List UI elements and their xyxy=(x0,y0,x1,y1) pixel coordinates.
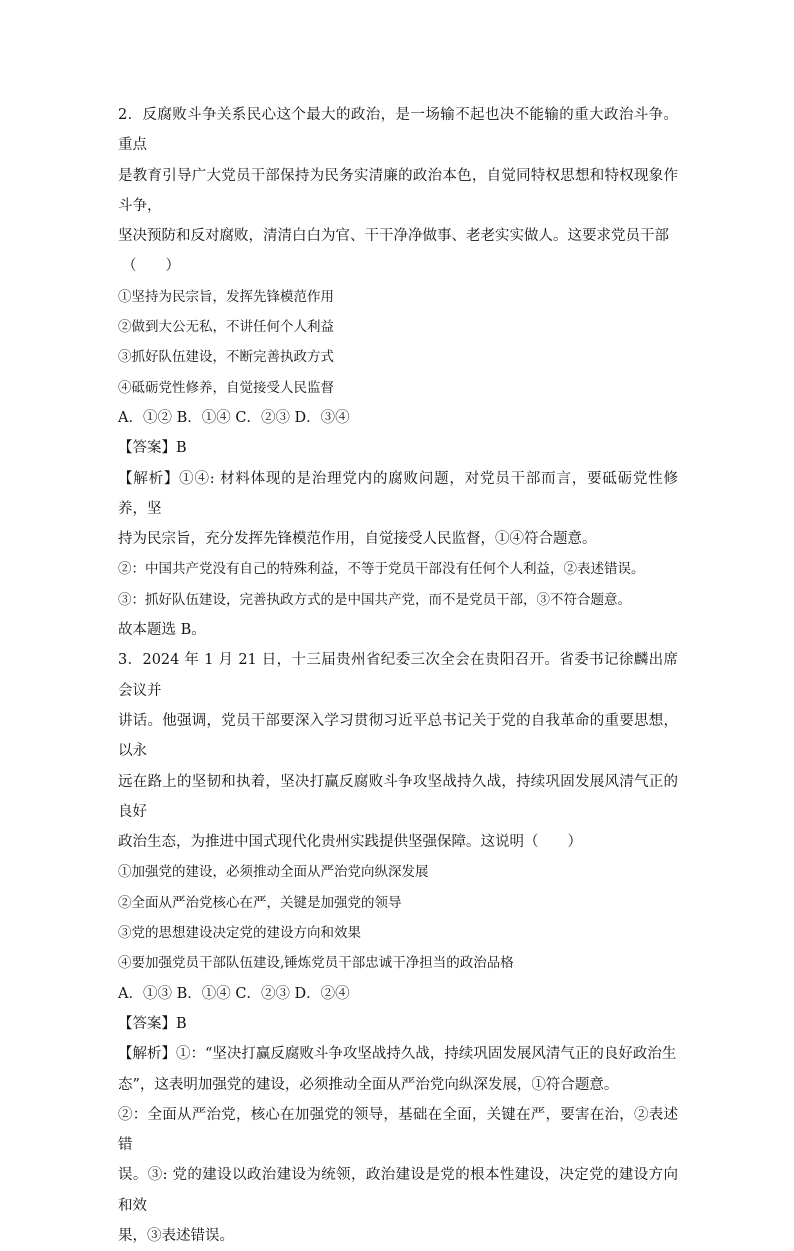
document-page xyxy=(118,100,678,1251)
q2-explanation-line-3: ②：中国共产党没有自己的特殊利益，不等于党员干部没有任何个人利益，②表述错误。 xyxy=(118,561,645,578)
q2-option-3: ③抓好队伍建设，不断完善执政方式 xyxy=(118,349,334,366)
q3-explanation-line-4: 误。③: 党的建设以政治建设为统领，政治建设是党的根本性建设，决定党的建设方向和效 xyxy=(118,1167,678,1214)
q3-explanation-line-1: 【解析】①：“坚决打赢反腐败斗争攻坚战持久战，持续巩固发展风清气正的良好政治生 xyxy=(118,1046,677,1063)
q2-answer: 【答案】B xyxy=(118,440,187,457)
q3-explanation-line-5: 果，③表述错误。 xyxy=(118,1227,234,1244)
q3-stem-line-2: 讲话。他强调，党员干部要深入学习贯彻习近平总书记关于党的自我革命的重要思想，以永 xyxy=(118,712,678,760)
q2-option-2: ②做到大公无私，不讲任何个人利益 xyxy=(118,319,334,336)
q3-option-3: ③党的思想建设决定党的建设方向和效果 xyxy=(118,925,361,942)
q3-stem-line-4: 政治生态，为推进中国式现代化贵州实践提供坚强保障。这说明（ ） xyxy=(118,834,582,851)
q3-option-1: ①加强党的建设，必须推动全面从严治党向纵深发展 xyxy=(118,864,429,881)
q2-stem-line-2: 是教育引导广大党员干部保持为民务实清廉的政治本色，自觉同特权思想和特权现象作斗争， xyxy=(118,167,678,214)
q2-option-1: ①坚持为民宗旨，发挥先锋模范作用 xyxy=(118,288,334,305)
q3-explanation-line-2: 态”，这表明加强党的建设，必须推动全面从严治党向纵深发展，①符合题意。 xyxy=(118,1076,619,1093)
q2-choices: A．①② B．①④ C．②③ D．③④ xyxy=(118,409,350,426)
q2-explanation-line-1: 【解析】①④: 材料体现的是治理党内的腐败问题，对党员干部而言，要砥砺党性修养，坚 xyxy=(118,470,678,517)
q3-option-4: ④要加强党员干部队伍建设,锤炼党员干部忠诚干净担当的政治品格 xyxy=(118,955,514,972)
q2-option-4: ④砥砺党性修养，自觉接受人民监督 xyxy=(118,379,334,396)
q3-answer: 【答案】B xyxy=(118,1015,187,1032)
q2-stem-line-4: （ ） xyxy=(122,258,180,275)
q2-explanation-line-2: 持为民宗旨，充分发挥先锋模范作用，自觉接受人民监督，①④符合题意。 xyxy=(118,531,597,548)
q3-explanation-line-3: ②：全面从严治党，核心在加强党的领导，基础在全面，关键在严，要害在治，②表述错 xyxy=(118,1106,678,1154)
q3-choices: A．①③ B．①④ C．②③ D．②④ xyxy=(118,985,350,1002)
q3-stem-line-1: 3．2024 年 1 月 21 日，十三届贵州省纪委三次全会在贵阳召开。省委书记徐麟出席会议并 xyxy=(118,652,678,699)
q2-explanation-line-4: ③：抓好队伍建设，完善执政方式的是中国共产党，而不是党员干部，③不符合题意。 xyxy=(118,591,631,608)
q2-stem-line-3: 坚决预防和反对腐败，清清白白为官、干干净净做事、老老实实做人。这要求党员干部 xyxy=(118,228,669,245)
q3-option-2: ②全面从严治党核心在严，关键是加强党的领导 xyxy=(118,894,402,911)
q2-stem-line-1: 2．反腐败斗争关系民心这个最大的政治，是一场输不起也决不能输的重大政治斗争。重点 xyxy=(118,107,678,154)
q2-explanation-line-5: 故本题选 B。 xyxy=(118,622,206,639)
question-2 xyxy=(118,100,678,645)
question-3 xyxy=(118,645,678,1251)
q3-stem-line-3: 远在路上的坚韧和执着，坚决打赢反腐败斗争攻坚战持久战，持续巩固发展风清气正的良好 xyxy=(118,773,678,820)
